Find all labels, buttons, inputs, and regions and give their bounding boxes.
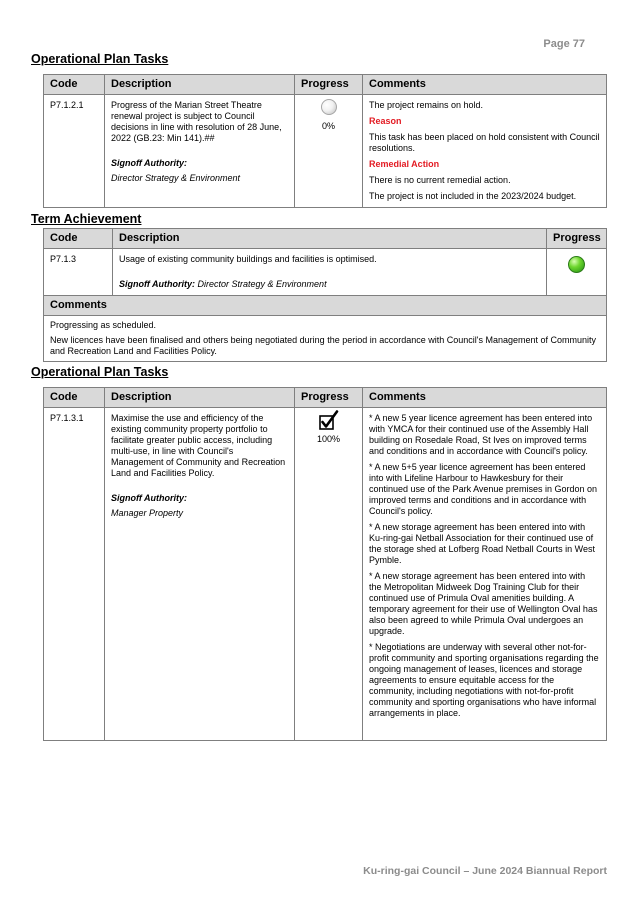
- table-header-row: [44, 75, 607, 95]
- signoff-value: Director Strategy & Environment: [111, 173, 241, 183]
- progress-percent: 100%: [316, 434, 341, 444]
- header-progress: Progress: [295, 388, 363, 408]
- achievement-description-cell: [113, 249, 547, 296]
- comment-netball: * A new storage agreement has been entered into with Ku-ring-gai Netball Association for their continued use of the storage shed at Lofberg Road Netball Courts in West Pymble.: [369, 522, 595, 565]
- header-code: Code: [44, 388, 105, 408]
- task-description-cell: [105, 95, 295, 208]
- progress-cell: [295, 95, 363, 208]
- table-header-row: [44, 388, 607, 408]
- header-description: Description: [105, 388, 295, 408]
- comments-cell: [363, 95, 607, 208]
- signoff-label: Signoff Authority:: [119, 279, 195, 289]
- comment-dog-club: * A new storage agreement has been entered into with the Metropolitan Midweek Dog Training Club for their continued use of Primula Oval amenities building. A temporary agreement for their use of Wellington Oval has also been agreed to while Primula Oval undergoes an upgrade.: [369, 571, 598, 636]
- task-code: P7.1.2.1: [44, 95, 105, 208]
- table-row: [44, 95, 607, 208]
- on-track-status-icon: [568, 256, 585, 273]
- comment-detail: New licences have been finalised and others being negotiated during the period in accordance with Council's Management of Community and Recreation Land and Facilities Policy.: [50, 335, 597, 356]
- achievement-code: P7.1.3: [44, 249, 113, 296]
- progress-cell: [547, 249, 607, 296]
- header-comments: Comments: [363, 75, 607, 95]
- signoff-label: Signoff Authority:: [111, 493, 187, 503]
- reason-heading: Reason: [369, 116, 402, 126]
- comment-status: Progressing as scheduled.: [50, 320, 157, 330]
- remedial-note: The project is not included in the 2023/2024 budget.: [369, 191, 577, 201]
- header-progress: Progress: [295, 75, 363, 95]
- section-heading-term-achievement: Term Achievement: [31, 212, 142, 226]
- comment-intro: The project remains on hold.: [369, 100, 484, 110]
- operational-plan-table-1: [43, 74, 607, 208]
- signoff-label: Signoff Authority:: [111, 158, 187, 168]
- header-comments: Comments: [363, 388, 607, 408]
- achievement-description: Usage of existing community buildings and facilities is optimised.: [119, 254, 377, 264]
- comments-cell: [44, 316, 607, 362]
- progress-cell: [295, 408, 363, 741]
- signoff-value: Manager Property: [111, 508, 184, 518]
- comment-ymca: * A new 5 year licence agreement has been entered into with YMCA for their continued use of the Assembly Hall building on Rosedale Road, St Ives on improved terms and conditions and in accordance with Council's policy.: [369, 413, 593, 456]
- signoff-value: Director Strategy & Environment: [197, 279, 327, 289]
- term-achievement-table: [43, 228, 607, 362]
- progress-not-started-icon: [321, 99, 337, 115]
- remedial-heading: Remedial Action: [369, 159, 440, 169]
- progress-percent: 0%: [321, 121, 335, 131]
- table-row: [44, 249, 607, 296]
- comment-lifeline: * A new 5+5 year licence agreement has been entered into with Lifeline Harbour to Hawkesbury for their continued use of the Park Avenue premises in Gordon on improved terms and conditions and in accordance with Council's policy.: [369, 462, 597, 516]
- remedial-text: There is no current remedial action.: [369, 175, 511, 185]
- page-number: Page 77: [543, 38, 585, 50]
- task-description: Progress of the Marian Street Theatre renewal project is subject to Council decisions in line with resolution of 28 June, 2022 (GB.23: Min 141).##: [111, 100, 282, 143]
- section-heading-operational-plan-tasks-1: Operational Plan Tasks: [31, 52, 169, 66]
- comments-header-row: [44, 296, 607, 316]
- report-footer: Ku-ring-gai Council – June 2024 Biannual Report: [363, 865, 607, 877]
- header-description: Description: [113, 229, 547, 249]
- task-description: Maximise the use and efficiency of the existing community property portfolio to facilitate greater public access, including multi-use, in line with Council's Management of Community and Recreation Land and Facilities Policy.: [111, 413, 286, 478]
- comment-negotiations: * Negotiations are underway with several other not-for-profit community and sporting organisations regarding the ongoing management of leases, licences and storage agreements to ensure equitable access for the community, including negotiations with not-for-profit community and sporting organisations who have informal arrangements in place.: [369, 642, 599, 718]
- table-row: [44, 408, 607, 741]
- header-progress: Progress: [547, 229, 607, 249]
- task-code: P7.1.3.1: [44, 408, 105, 741]
- comments-row: [44, 316, 607, 362]
- header-code: Code: [44, 229, 113, 249]
- section-heading-operational-plan-tasks-2: Operational Plan Tasks: [31, 365, 169, 379]
- header-description: Description: [105, 75, 295, 95]
- header-comments: Comments: [44, 296, 607, 316]
- operational-plan-table-2: [43, 387, 607, 741]
- task-description-cell: [105, 408, 295, 741]
- table-header-row: [44, 229, 607, 249]
- header-code: Code: [44, 75, 105, 95]
- reason-text: This task has been placed on hold consistent with Council resolutions.: [369, 132, 600, 153]
- completed-checkbox-icon: [318, 410, 340, 432]
- comments-cell: [363, 408, 607, 741]
